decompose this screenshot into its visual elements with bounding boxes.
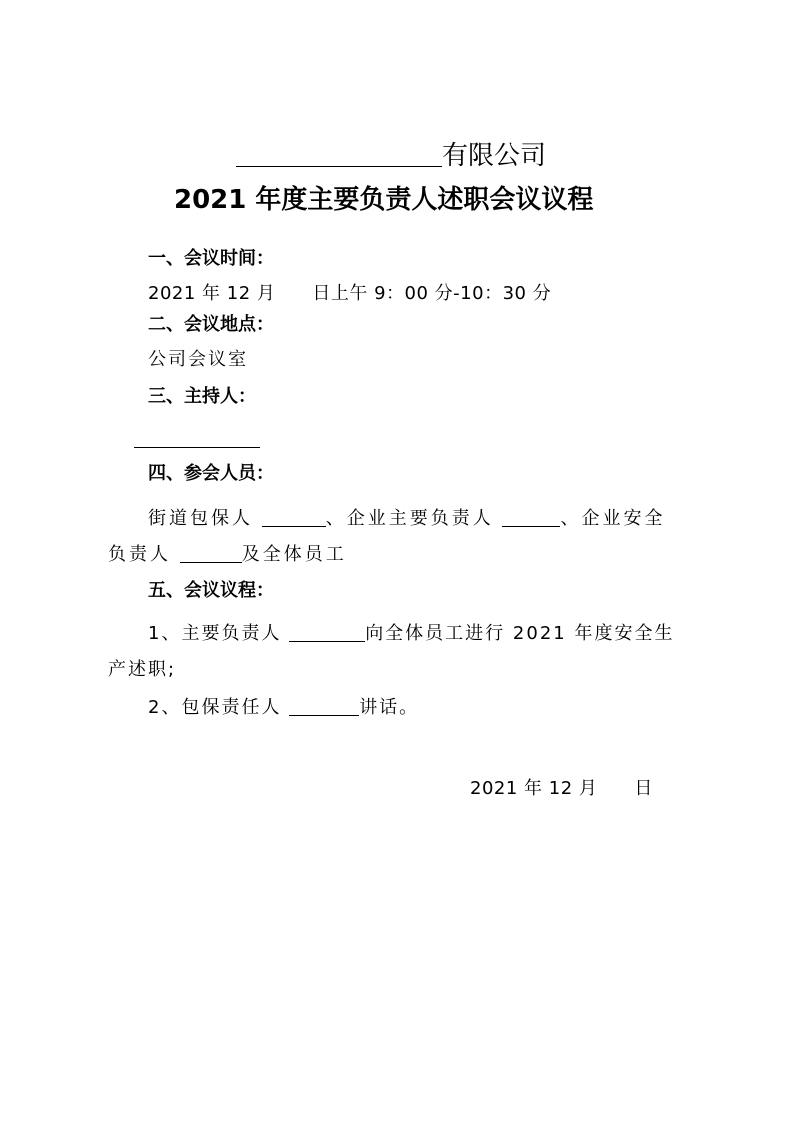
document-title: 2021 年度主要负责人述职会议议程 xyxy=(174,185,594,215)
agenda-item-2-part-b: 讲话。 xyxy=(359,697,420,718)
agenda-item-2 xyxy=(148,695,419,721)
agenda-item-1-line-2: 产述职; xyxy=(108,659,177,680)
agenda-item-1-line-1 xyxy=(148,621,674,647)
attendees-part-2: 、企业主要负责人 xyxy=(325,508,494,529)
agenda-item-1-part-a: 1、主要负责人 xyxy=(148,623,282,644)
agenda-item-2-part-a: 2、包保责任人 xyxy=(148,697,282,718)
attendees-part-5: 及全体员工 xyxy=(241,544,347,565)
section-place-heading: 二、会议地点： xyxy=(148,314,274,335)
company-suffix: 有限公司 xyxy=(442,141,547,171)
agenda-item-1-part-b: 向全体员工进行 2021 年度安全生 xyxy=(365,623,675,644)
attendees-part-4: 负责人 xyxy=(108,544,171,565)
section-host-heading: 三、主持人： xyxy=(148,386,256,407)
company-name-title xyxy=(236,138,546,174)
street-guarantor-blank xyxy=(262,506,326,527)
document-date: 2021 年 12 月 日 xyxy=(470,778,653,799)
attendees-line-1 xyxy=(148,506,665,532)
host-name-blank xyxy=(134,447,260,448)
main-leader-name-blank xyxy=(289,621,365,642)
meeting-place-text: 公司会议室 xyxy=(148,349,248,370)
section-attendees-heading: 四、参会人员： xyxy=(148,463,274,484)
main-leader-blank xyxy=(502,506,560,527)
guarantor-name-blank xyxy=(289,695,359,716)
section-agenda-heading: 五、会议议程： xyxy=(148,580,274,601)
safety-leader-blank xyxy=(180,542,242,563)
meeting-time-text: 2021 年 12 月 日上午 9：00 分-10：30 分 xyxy=(148,283,552,304)
attendees-part-1: 街道包保人 xyxy=(148,508,253,529)
section-time-heading: 一、会议时间： xyxy=(148,248,274,269)
attendees-part-3: 、企业安全 xyxy=(560,508,666,529)
company-name-blank xyxy=(236,138,442,167)
attendees-line-2 xyxy=(108,542,347,568)
